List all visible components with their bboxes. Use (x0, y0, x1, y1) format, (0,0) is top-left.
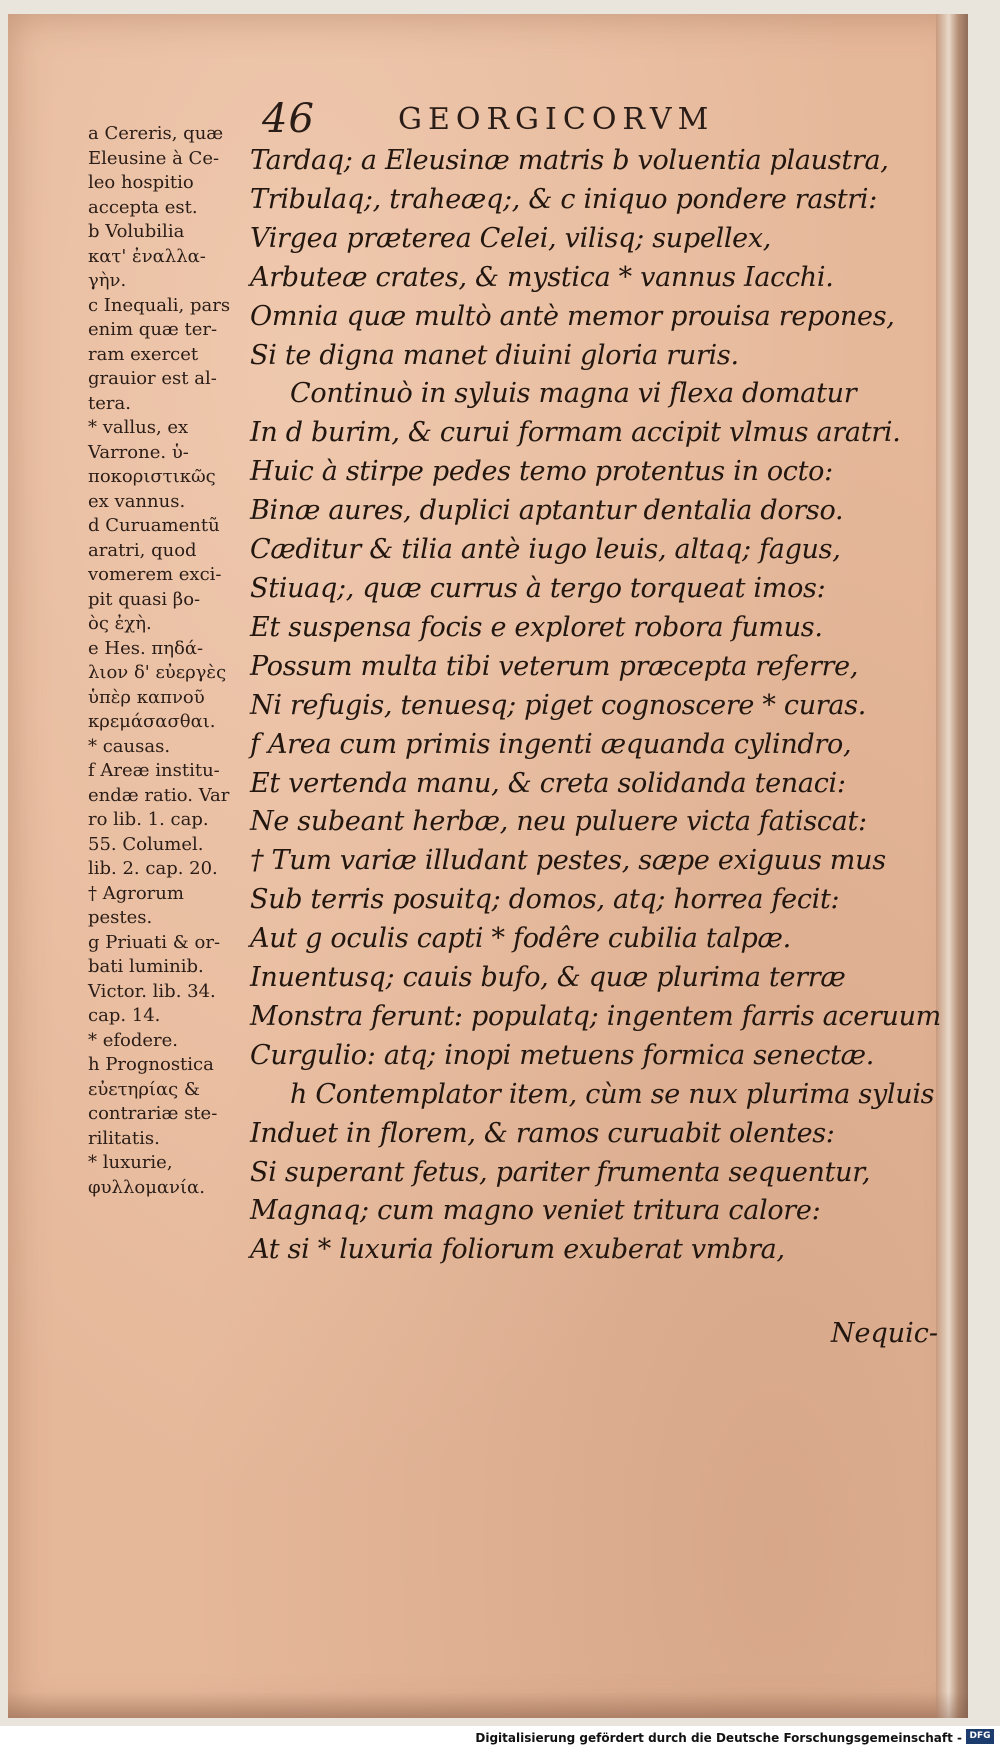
margin-note-line: contrariæ ste- (88, 1103, 218, 1124)
funding-credit: Digitalisierung gefördert durch die Deutsche Forschungsgemeinschaft - (475, 1731, 962, 1745)
running-title: GEORGICORVM (398, 102, 715, 137)
margin-note-line: κατ' ἐναλλα- (88, 245, 206, 267)
margin-note-line: ποκοριστικῶς (88, 466, 216, 487)
verse-line: Induet in florem, & ramos curuabit olentes: (250, 1117, 835, 1149)
margin-note-line: a Cereris, quæ (88, 123, 224, 144)
verse-line: h Contemplator item, cùm se nux plurima syluis (290, 1078, 935, 1110)
margin-note-line: d Curuamentũ (88, 515, 220, 536)
verse-block (250, 142, 970, 1270)
verse-line: Omnia quæ multò antè memor prouisa repones, (250, 300, 895, 332)
margin-note-line: * efodere. (88, 1029, 179, 1051)
margin-note-line: ex vannus. (88, 490, 186, 512)
margin-note-line: † Agrorum (88, 882, 184, 904)
margin-note-line: Varrone. ὑ- (88, 441, 189, 463)
margin-note-line: Eleusine à Ce- (88, 147, 220, 169)
verse-line: At si * luxuria foliorum exuberat vmbra, (250, 1234, 785, 1266)
margin-note-line: rilitatis. (88, 1127, 160, 1149)
margin-note-line: γὴν. (88, 270, 127, 291)
margin-note-line: tera. (88, 392, 131, 414)
margin-note-line: accepta est. (88, 196, 198, 218)
margin-note-line: ram exercet (88, 343, 199, 365)
margin-note-line: εὐετηρίας & (88, 1078, 200, 1100)
verse-line: Magnaq; cum magno veniet tritura calore: (250, 1195, 821, 1227)
verse-line: Ni refugis, tenuesq; piget cognoscere * curas. (250, 689, 867, 721)
page-shadow (8, 1692, 968, 1718)
verse-line: Ne subeant herbæ, neu puluere victa fatiscat: (250, 806, 867, 838)
margin-note-line: c Inequali, pars (88, 294, 231, 316)
margin-note-line: leo hospitio (88, 172, 194, 193)
margin-note-line: bati luminib. (88, 956, 204, 977)
margin-note-line: ὸς ἐχὴ. (88, 613, 152, 634)
margin-note-line: ro lib. 1. cap. (88, 809, 209, 830)
margin-note-line: * luxurie, (88, 1152, 173, 1173)
verse-line: Si te digna manet diuini gloria ruris. (250, 339, 739, 371)
verse-line: Et vertenda manu, & creta solidanda tenaci: (250, 767, 846, 799)
verse-line: Aut g oculis capti * fodêre cubilia talpæ. (250, 923, 791, 955)
verse-line: Binæ aures, duplici aptantur dentalia dorso. (250, 495, 844, 527)
margin-note-line: cap. 14. (88, 1005, 161, 1026)
margin-note-line: f Areæ institu- (88, 760, 220, 781)
margin-note-line: g Priuati & or- (88, 931, 221, 953)
margin-note-line: 55. Columel. (88, 833, 204, 855)
margin-note-line: λιον δ' εὐεργὲς (88, 662, 227, 683)
verse-line: Curgulio: atq; inopi metuens formica senectæ. (250, 1039, 874, 1071)
verse-line: Inuentusq; cauis bufo, & quæ plurima terræ (250, 962, 846, 994)
verse-line: Huic à stirpe pedes temo protentus in octo: (250, 456, 833, 488)
verse-line: Virgea præterea Celei, vilisq; supellex, (250, 222, 772, 254)
footer-bar (0, 1726, 1000, 1746)
margin-notes (88, 122, 260, 1200)
margin-note-line: * causas. (88, 735, 171, 757)
margin-note-line: vomerem exci- (88, 564, 222, 585)
verse-line: † Tum variæ illudant pestes, sæpe exiguus mus (250, 845, 886, 877)
margin-note-line: endæ ratio. Var (88, 784, 230, 806)
page-number: 46 (262, 96, 315, 142)
margin-note-line: aratri, quod (88, 539, 197, 561)
verse-line: Cæditur & tilia antè iugo leuis, altaq; fagus, (250, 534, 841, 566)
catchword: Nequic- (830, 1318, 938, 1349)
verse-line: Monstra ferunt: populatq; ingentem farris aceruum (250, 1000, 941, 1032)
margin-note-line: κρεμάσασθαι. (88, 711, 216, 732)
verse-line: f Area cum primis ingenti æquanda cylindro, (250, 728, 852, 760)
margin-note-line: e Hes. πηδά- (88, 637, 204, 659)
margin-note-line: b Volubilia (88, 221, 185, 242)
margin-note-line: φυλλομανία. (88, 1176, 205, 1198)
margin-note-line: * vallus, ex (88, 417, 189, 438)
verse-line: Tardaq; a Eleusinæ matris b voluentia plaustra, (250, 145, 889, 176)
verse-line: Sub terris posuitq; domos, atq; horrea fecit: (250, 884, 840, 916)
margin-note-line: ὑπὲρ καπνοῦ (88, 686, 205, 708)
margin-note-line: enim quæ ter- (88, 319, 218, 340)
margin-note-line: pit quasi βο- (88, 588, 201, 610)
verse-line: Stiuaq;, quæ currus à tergo torqueat imos: (250, 572, 826, 604)
verse-line: Si superant fetus, pariter frumenta sequentur, (250, 1156, 871, 1188)
dfg-logo: DFG (966, 1729, 994, 1744)
verse-line: Possum multa tibi veterum præcepta referre, (250, 650, 859, 682)
verse-line: Continuò in syluis magna vi flexa domatur (290, 378, 857, 410)
margin-note-line: pestes. (88, 907, 153, 928)
margin-note-line: lib. 2. cap. 20. (88, 858, 218, 879)
verse-line: Et suspensa focis e exploret robora fumus. (250, 611, 823, 643)
verse-line: Tribulaq;, traheæq;, & c iniquo pondere rastri: (250, 183, 878, 215)
margin-note-line: grauior est al- (88, 368, 217, 389)
verse-line: Arbuteæ crates, & mystica * vannus Iacchi. (250, 261, 834, 293)
verse-line: In d burim, & curui formam accipit vlmus aratri. (250, 417, 901, 449)
margin-note-line: h Prognostica (88, 1054, 214, 1075)
margin-note-line: Victor. lib. 34. (88, 980, 216, 1002)
